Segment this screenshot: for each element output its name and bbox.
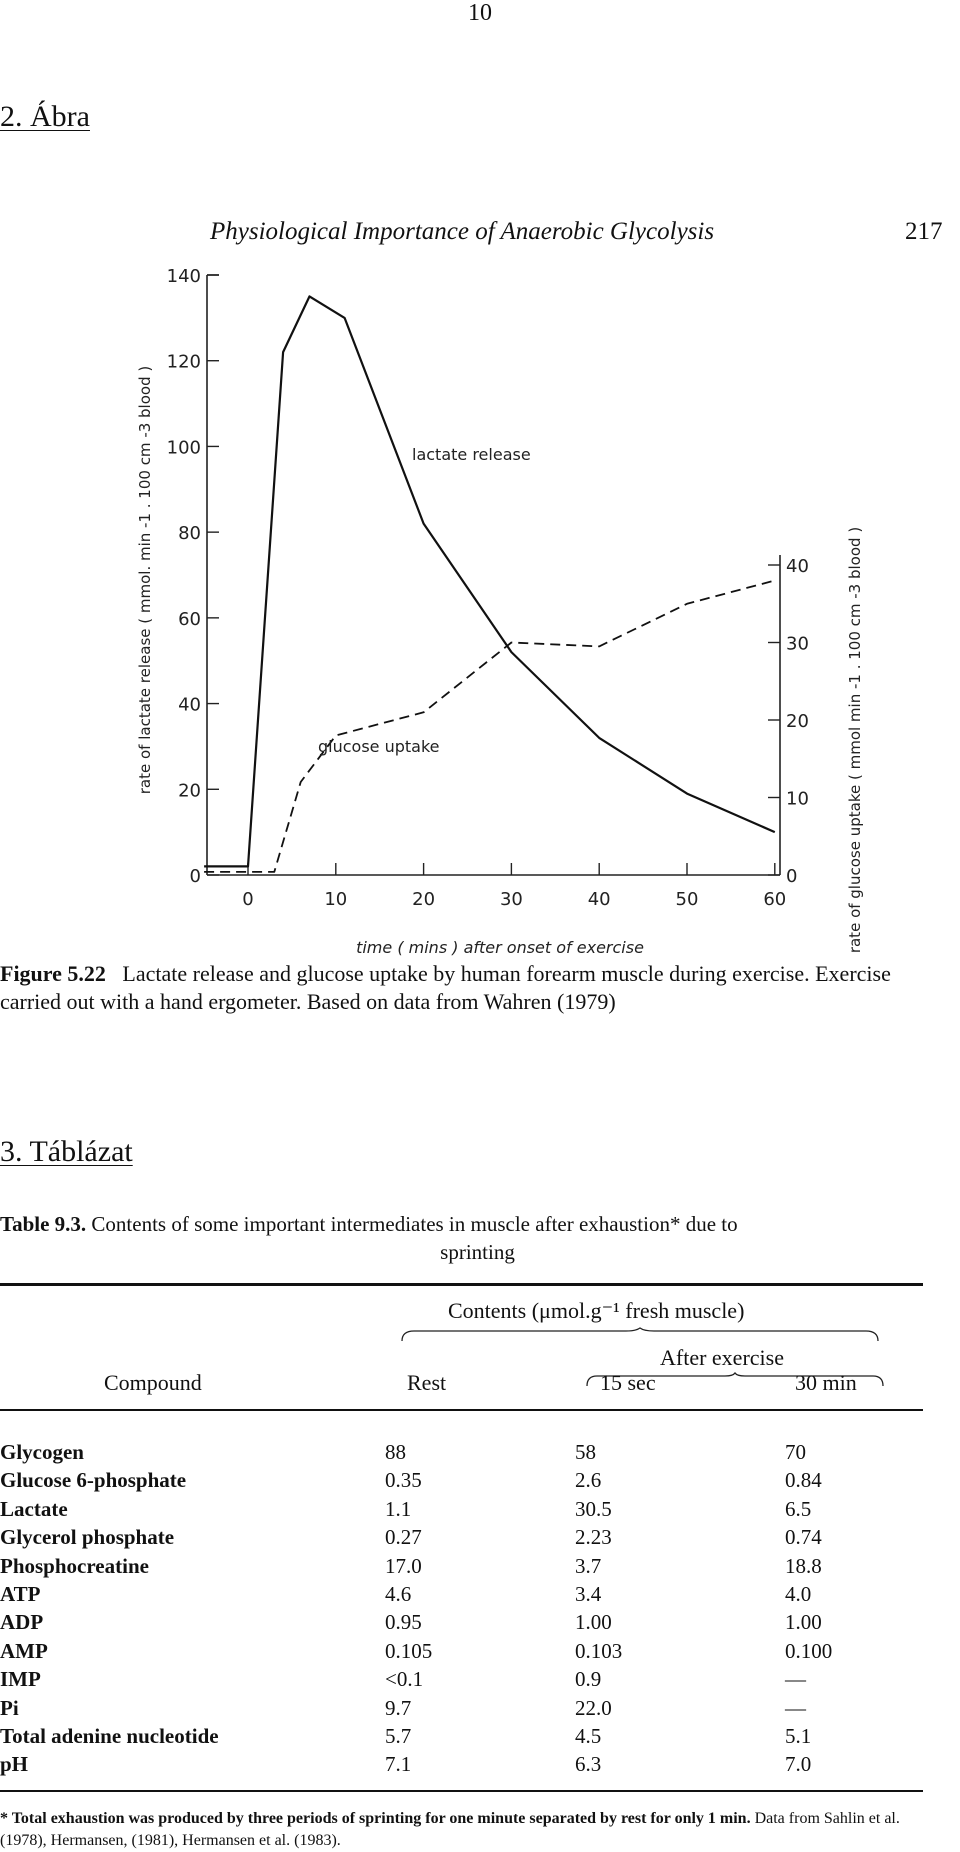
x-tick-label: 0	[242, 889, 254, 910]
rest-value: <0.1	[385, 1667, 424, 1692]
rest-value: 88	[385, 1440, 406, 1464]
table-row-compound: IMP	[0, 1667, 41, 1692]
left-tick-label: 20	[178, 780, 201, 802]
30min-value: 0.74	[785, 1525, 822, 1550]
footnote-sources: Data from Sahlin et al. (1978), Hermansen, (1981), Hermansen et al. (1983).	[0, 1810, 900, 1849]
x-tick-label: 60	[763, 889, 787, 910]
table-caption-text-2: sprinting	[440, 1240, 515, 1264]
rest-value: 17.0	[385, 1553, 422, 1578]
rest-value: 7.1	[385, 1752, 412, 1777]
15sec-value: 2.6	[575, 1468, 602, 1493]
table-section-label: 3. Táblázat	[0, 1135, 133, 1168]
table-row-compound: Total adenine nucleotide	[0, 1724, 219, 1748]
table-bottom-rule	[0, 1790, 923, 1792]
15sec-value: 0.103	[575, 1638, 623, 1663]
table-row-compound: AMP	[0, 1638, 48, 1663]
15sec-value: 58	[575, 1440, 596, 1464]
30min-value: 1.00	[785, 1610, 822, 1635]
table-caption-text: Contents of some important intermediates in muscle after exhaustion* due to	[91, 1212, 738, 1236]
15sec-value: 2.23	[575, 1525, 612, 1550]
glucose-series-label: glucose uptake	[318, 737, 440, 756]
15sec-value: 1.00	[575, 1610, 612, 1635]
lactate-glucose-chart	[0, 255, 960, 957]
30min-value: —	[785, 1667, 806, 1692]
15sec-value: 0.9	[575, 1667, 602, 1692]
rest-value: 0.35	[385, 1468, 422, 1493]
left-tick-label: 60	[178, 608, 201, 630]
x-tick-label: 50	[675, 889, 699, 910]
figure-caption-text: Lactate release and glucose uptake by human forearm muscle during exercise. Exercise carried out with a hand ergometer. Based on data from Wahren (1979)	[0, 961, 891, 1014]
right-tick-label: 30	[786, 633, 809, 655]
left-tick-label: 140	[166, 266, 201, 287]
figure-section-label: 2. Ábra	[0, 100, 90, 133]
15sec-value: 6.3	[575, 1752, 602, 1777]
table-row-compound: Glycerol phosphate	[0, 1525, 175, 1550]
figure-caption	[0, 960, 955, 1016]
rest-value: 1.1	[385, 1496, 412, 1521]
column-header-rest: Rest	[407, 1370, 447, 1395]
lactate-release-line	[204, 296, 775, 866]
table-footnote	[0, 1808, 935, 1852]
footnote-bold: * Total exhaustion was produced by three periods of sprinting for one minute separated by rest for only 1 min.	[0, 1810, 751, 1827]
left-tick-label: 0	[189, 866, 201, 887]
left-tick-label: 80	[178, 523, 201, 545]
30min-value: —	[785, 1695, 806, 1720]
lactate-series-label: lactate release	[412, 445, 531, 464]
figure-caption-label: Figure 5.22	[0, 961, 106, 986]
table-caption	[0, 1210, 955, 1266]
rest-value: 5.7	[385, 1724, 412, 1748]
column-header-30min: 30 min	[795, 1370, 857, 1395]
table-top-rule	[0, 1283, 923, 1286]
right-tick-label: 40	[786, 556, 809, 577]
table-row-compound: ADP	[0, 1610, 44, 1635]
30min-value: 0.84	[785, 1468, 822, 1493]
x-tick-label: 40	[587, 889, 611, 910]
left-tick-label: 100	[166, 437, 201, 459]
right-tick-label: 10	[786, 788, 809, 810]
table-caption-label: Table 9.3.	[0, 1212, 87, 1236]
left-axis-label: rate of lactate release ( mmol. min -1 . 100 cm -3 blood )	[136, 365, 154, 795]
x-axis-label: time ( mins ) after onset of exercise	[356, 938, 644, 957]
table-row-compound: pH	[0, 1752, 29, 1777]
running-header-page: 217	[905, 218, 943, 245]
30min-value: 5.1	[785, 1724, 812, 1748]
rest-value: 0.95	[385, 1610, 422, 1635]
table-header-rule	[0, 1409, 923, 1411]
15sec-value: 30.5	[575, 1496, 612, 1521]
table-row-compound: Pi	[0, 1695, 19, 1720]
rest-value: 0.27	[385, 1525, 422, 1550]
rest-value: 4.6	[385, 1582, 412, 1606]
30min-value: 7.0	[785, 1752, 812, 1777]
table-row-compound: Lactate	[0, 1496, 68, 1521]
x-tick-label: 20	[412, 889, 436, 910]
table-row-compound: Glycogen	[0, 1440, 84, 1464]
30min-value: 18.8	[785, 1553, 822, 1578]
rest-value: 9.7	[385, 1695, 412, 1720]
30min-value: 4.0	[785, 1582, 812, 1606]
column-header-15sec: 15 sec	[600, 1370, 656, 1395]
subgroup-header: After exercise	[660, 1345, 784, 1370]
table-row-compound: ATP	[0, 1582, 41, 1606]
15sec-value: 4.5	[575, 1724, 602, 1748]
left-tick-label: 40	[178, 694, 201, 716]
page-number: 10	[468, 0, 492, 26]
x-tick-label: 10	[324, 889, 348, 910]
30min-value: 70	[785, 1440, 806, 1464]
left-tick-label: 120	[166, 351, 201, 373]
column-header-compound: Compound	[104, 1370, 202, 1395]
table-row-compound: Phosphocreatine	[0, 1553, 149, 1578]
30min-value: 6.5	[785, 1496, 812, 1521]
15sec-value: 3.7	[575, 1553, 602, 1578]
right-tick-label: 20	[786, 711, 809, 732]
15sec-value: 3.4	[575, 1582, 602, 1606]
table-row-compound: Glucose 6-phosphate	[0, 1468, 187, 1493]
15sec-value: 22.0	[575, 1695, 612, 1720]
running-header-title: Physiological Importance of Anaerobic Glycolysis	[210, 218, 715, 245]
glucose-uptake-line	[204, 581, 775, 872]
30min-value: 0.100	[785, 1638, 833, 1663]
group-brace	[400, 1327, 880, 1347]
right-axis-label: rate of glucose uptake ( mmol min -1 . 100 cm -3 blood )	[846, 526, 864, 954]
rest-value: 0.105	[385, 1638, 433, 1663]
x-tick-label: 30	[499, 889, 523, 910]
group-header: Contents (μmol.g⁻¹ fresh muscle)	[448, 1298, 745, 1323]
right-tick-label: 0	[786, 866, 798, 887]
